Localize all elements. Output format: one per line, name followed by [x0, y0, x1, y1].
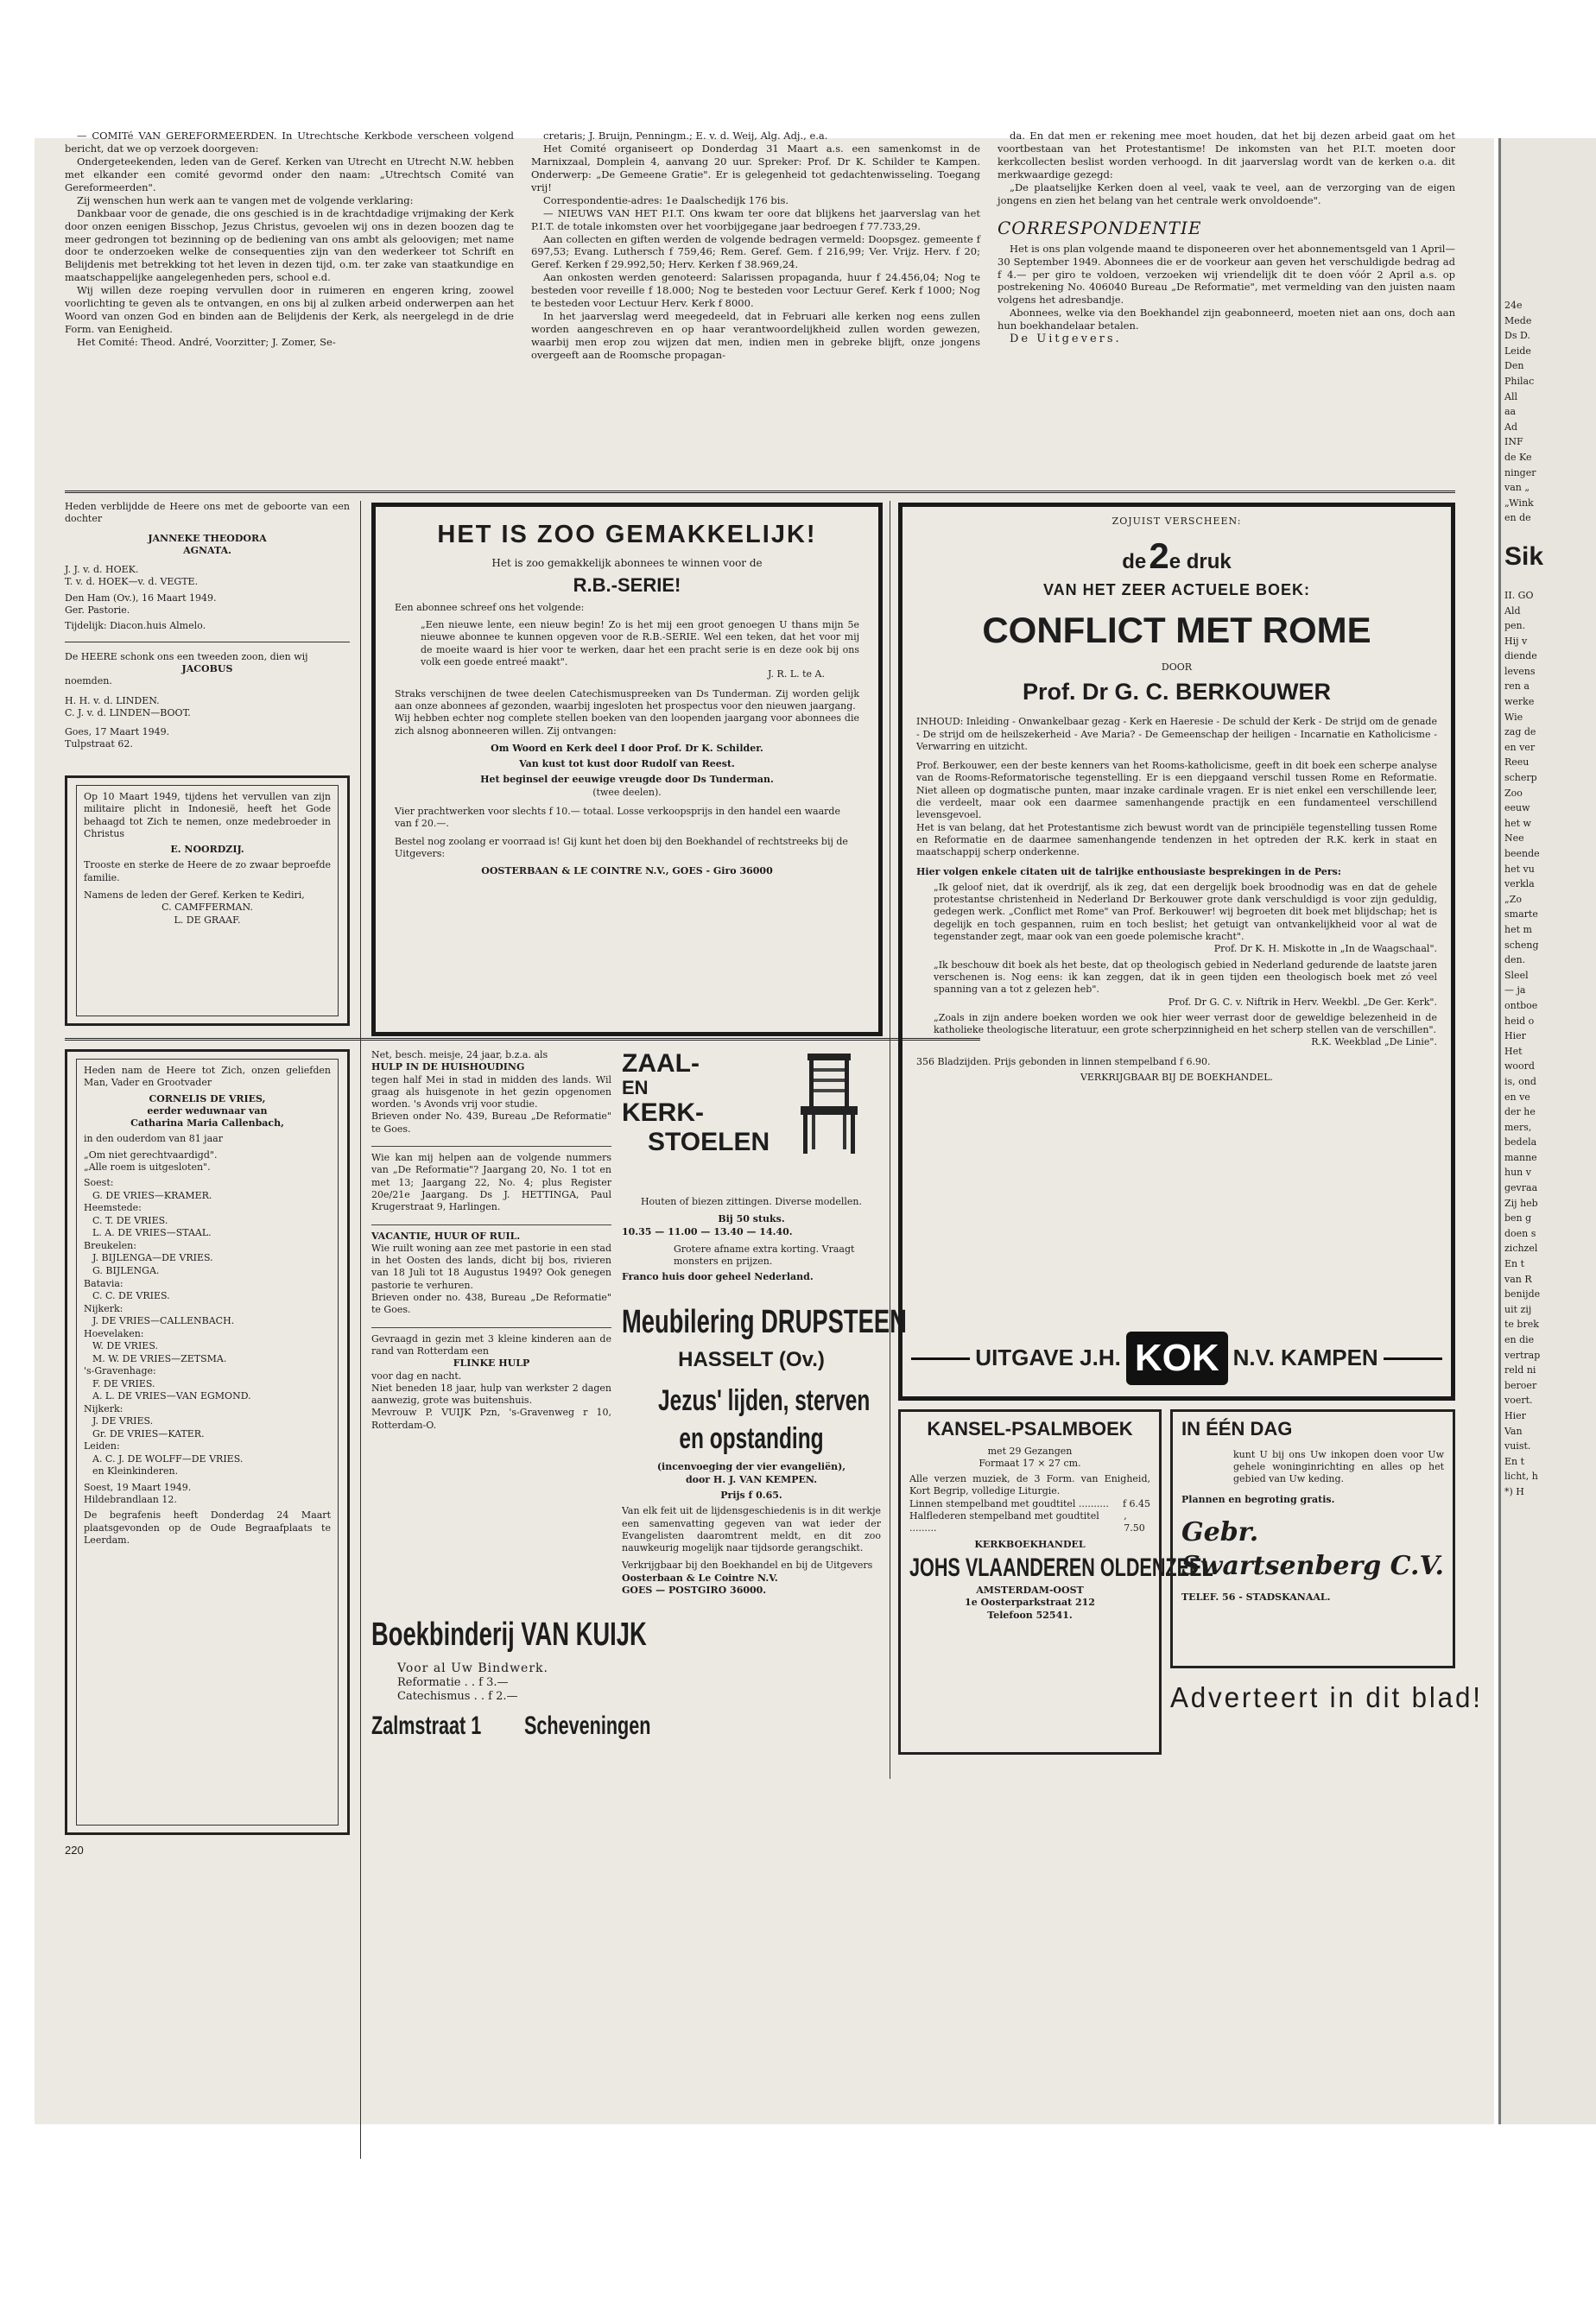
- book-title: Jezus' lijden, sterven: [658, 1384, 871, 1417]
- review-source: Prof. Dr K. H. Miskotte in „In de Waagschaal".: [1213, 943, 1437, 955]
- article-paragraph: Wij willen deze roeping vervullen door in ruimeren en engeren kring, zoowel voorlichting te geven als te ontvangen, en ons bij al zulken arbeid onderwerpen aan het Woord van onzen God en binden aan de Belijdenis der Kerk, als neergelegd in de drie Form. van Eenigheid.: [65, 284, 514, 336]
- deceased-name: CORNELIS DE VRIES,: [149, 1092, 266, 1104]
- price: f 3.—: [478, 1676, 509, 1689]
- facing-page-fragment: uit zij: [1504, 1303, 1532, 1315]
- advert-text: Franco huis door geheel Nederland.: [622, 1271, 814, 1283]
- birth-announcement-1: [65, 501, 350, 633]
- facing-page-fragment: het vu: [1504, 863, 1535, 875]
- phone: TELEF. 56 - STADSKANAAL.: [1181, 1591, 1331, 1603]
- facing-page-fragment: Den: [1504, 360, 1524, 372]
- advert-heading: STOELEN: [648, 1128, 770, 1157]
- facing-page-fragment: Nee: [1504, 832, 1524, 845]
- family-place: Nijkerk:: [84, 1402, 124, 1414]
- classified-text: Net, besch. meisje, 24 jaar, b.z.a. als: [371, 1049, 548, 1060]
- advert-text: Verkrijgbaar bij den Boekhandel en bij de Uitgevers: [622, 1560, 873, 1572]
- facing-page-fragment: ontboe: [1504, 999, 1538, 1011]
- book-title: Het beginsel der eeuwige vreugde door Ds Tunderman.: [480, 774, 774, 786]
- price: f 6.45: [1122, 1497, 1150, 1509]
- facing-page-fragment: het w: [1504, 817, 1531, 829]
- advert-text: met 29 Gezangen: [987, 1445, 1073, 1457]
- rb-serie-advert: [371, 503, 883, 1036]
- address: AMSTERDAM-OOST: [976, 1584, 1084, 1596]
- notice-text: Heden nam de Heere tot Zich, onzen geliefden Man, Vader en Grootvader: [84, 1065, 331, 1089]
- address: Tulpstraat 62.: [65, 738, 133, 750]
- family-member: F. DE VRIES.: [92, 1377, 155, 1389]
- product: Linnen stempelband met goudtitel ..........: [909, 1497, 1109, 1509]
- article-paragraph: Het Comité: Theod. André, Voorzitter; J. Zomer, Se-: [77, 336, 336, 348]
- family-member: L. A. DE VRIES—STAAL.: [92, 1227, 212, 1239]
- author: door H. J. VAN KEMPEN.: [685, 1473, 818, 1485]
- chairs-advert: [622, 1049, 881, 1300]
- family-member: C. C. DE VRIES.: [92, 1290, 170, 1302]
- facing-page-fragment: diende: [1504, 650, 1537, 662]
- advert-text: kunt U bij ons Uw inkopen doen voor Uw gehele woninginrichting en alles op het gebied van Uw keding.: [1233, 1448, 1444, 1485]
- swartsenberg-advert: [1170, 1409, 1455, 1668]
- testimonial-signature: J. R. L. te A.: [768, 668, 825, 680]
- jezus-lijden-advert: [622, 1382, 881, 1753]
- birth-text: noemden.: [65, 675, 112, 687]
- facing-page-fragment: ninger: [1504, 466, 1536, 478]
- advert-text: Een abonnee schreef ons het volgende:: [395, 601, 585, 613]
- advert-heading: EN: [622, 1077, 649, 1098]
- brand-name: Boekbinderij VAN KUIJK: [371, 1617, 647, 1653]
- notice-text: in den ouderdom van 81 jaar: [84, 1133, 223, 1145]
- brand-name: JOHS VLAANDEREN OLDENZEEL: [909, 1553, 1213, 1582]
- facing-page-fragment: doen s: [1504, 1227, 1536, 1239]
- facing-page-fragment: te brek: [1504, 1319, 1539, 1331]
- notice-text: Namens de leden der Geref. Kerken te Kediri,: [84, 889, 305, 902]
- advert-subheading: Het is zoo gemakkelijk abonnees te winnen voor de: [491, 556, 763, 569]
- price: , 7.50: [1124, 1510, 1145, 1534]
- facing-page-fragment: pen.: [1504, 620, 1526, 632]
- product: Halflederen stempelband met goudtitel .........: [909, 1510, 1099, 1534]
- facing-page-fragment: scheng: [1504, 939, 1539, 951]
- review-quote: „Ik beschouw dit boek als het beste, dat op theologisch gebied in Nederland gedurende de laatste jaren verschenen is. Nog eens: ik kan zeggen, dat ik in geen tijden een theologisch boek met zó veel spanning van a tot z gelezen heb".: [934, 959, 1437, 996]
- parent: T. v. d. HOEK—v. d. VEGTE.: [65, 576, 199, 588]
- facing-page-fragment: En t: [1504, 1258, 1525, 1270]
- family-place: Breukelen:: [84, 1239, 136, 1251]
- classified-heading: HULP IN DE HUISHOUDING: [371, 1061, 525, 1073]
- spouse-line: Catharina Maria Callenbach,: [130, 1117, 284, 1130]
- address: Scheveningen: [523, 1711, 651, 1740]
- facing-page-fragment: licht, h: [1504, 1471, 1538, 1483]
- advert-text: Houten of biezen zittingen. Diverse modellen.: [640, 1196, 863, 1207]
- facing-page-fragment: smarte: [1504, 908, 1538, 921]
- facing-page-edge: [1498, 138, 1596, 2124]
- brand-name: Meubilering DRUPSTEEN: [622, 1304, 907, 1340]
- facing-page-fragment: Mede: [1504, 314, 1532, 326]
- publisher: Oosterbaan & Le Cointre N.V.: [622, 1572, 778, 1584]
- classified-text: Gevraagd in gezin met 3 kleine kinderen aan de rand van Rotterdam een: [371, 1327, 611, 1358]
- death-notice-de-vries: [65, 1049, 350, 1835]
- availability: VERKRIJGBAAR BIJ DE BOEKHANDEL.: [1080, 1071, 1274, 1083]
- book-title: CONFLICT MET ROME: [982, 610, 1371, 651]
- review-source: Prof. Dr G. C. v. Niftrik in Herv. Weekbl. „De Ger. Kerk".: [1168, 996, 1437, 1008]
- classified-heading: FLINKE HULP: [453, 1357, 530, 1370]
- by-line: DOOR: [1161, 661, 1193, 673]
- facing-page-fragment: Sleel: [1504, 969, 1529, 981]
- facing-page-fragment: is, ond: [1504, 1075, 1536, 1087]
- family-place: 's-Gravenhage:: [84, 1365, 156, 1377]
- parent: J. J. v. d. HOEK.: [65, 564, 139, 576]
- birth-text: De HEERE schonk ons een tweeden zoon, dien wij: [65, 650, 308, 662]
- family-member: W. DE VRIES.: [92, 1340, 158, 1352]
- classified-text: Wie kan mij helpen aan de volgende nummers van „De Reformatie"? Jaargang 20, No. 1 tot en met 13; Jaargang 22, No. 4; plus Register 20e/21e Jaargang. Ds J. HETTINGA, Paul Krugerstraat 9, Harlingen.: [371, 1146, 611, 1213]
- facing-page-fragment: Ald: [1504, 604, 1521, 617]
- facing-page-fragment: manne: [1504, 1151, 1537, 1163]
- facing-page-fragment: Hier: [1504, 1030, 1526, 1042]
- article-paragraph: cretaris; J. Bruijn, Penningm.; E. v. d. Weij, Alg. Adj., e.a.: [543, 130, 828, 142]
- facing-page-fragment: INF: [1504, 436, 1523, 448]
- article-paragraph: Correspondentie-adres: 1e Daalschedijk 176 bis.: [543, 193, 789, 206]
- testimonial-quote: „Een nieuwe lente, een nieuw begin! Zo is het mij een groot genoegen U thans mijn 5e nieuwe abonnee te kunnen opgeven voor de R.B.-SERIE. Wel een teken, dat het voor mij de moeite waard is hier voor te werken, daar het een pracht serie is en deze ook bij ons volk een goede entreé maakt".: [421, 619, 859, 668]
- book-title: KANSEL-PSALMBOEK: [927, 1418, 1133, 1440]
- swartsenberg-logo: Gebr. Swartsenberg C.V.: [1181, 1516, 1444, 1581]
- article-paragraph: da. En dat men er rekening mee moet houden, dat het bij dezen arbeid gaat om het voortbestaan van het Protestantisme! De inkomsten van het P.I.T. moeten door kerkcollecten beslist worden verhoogd. In dit jaarverslag wordt van de kerken o.a. dit merkwaardige gezegd:: [998, 130, 1455, 180]
- facing-page-fragment: Zij heb: [1504, 1197, 1538, 1209]
- signatory: L. DE GRAAF.: [174, 914, 241, 926]
- brand-city: HASSELT (Ov.): [678, 1347, 825, 1371]
- series-name: R.B.-SERIE!: [573, 574, 681, 597]
- address: Zalmstraat 1: [371, 1711, 482, 1740]
- facing-page-fragment: All: [1504, 390, 1517, 402]
- facing-page-fragment: En t: [1504, 1455, 1525, 1467]
- review-quote: „Zoals in zijn andere boeken worden we ook hier weer verrast door de geweldige belezenheid in de katholieke theologische literatuur, een grote scherpzinnigheid en het scherp stellen van de verschillen".: [934, 1011, 1437, 1036]
- article-col-2: [531, 130, 980, 475]
- edition-text: e druk: [1168, 550, 1232, 574]
- facing-page-fragment: het m: [1504, 923, 1532, 935]
- facing-page-fragment: gevraa: [1504, 1182, 1538, 1194]
- facing-page-fragment: Het: [1504, 1045, 1523, 1057]
- article-paragraph: Aan collecten en giften werden de volgende bedragen vermeld: Doopsgez. gemeente f 697,53; Evang. Luthersch f 759,46; Rem. Geref. Gem. f 216,99; Ver. Vrijz. Herv. f 20; Geref. Kerken f 29.992,50; Herv. Kerken f 38.969,24.: [531, 232, 980, 271]
- advert-text: Bestel nog zoolang er voorraad is! Gij kunt het doen bij den Boekhandel of rechtstreeks bij de Uitgevers:: [395, 835, 848, 859]
- article-paragraph: Aan onkosten werden genoteerd: Salarissen propaganda, huur f 24.456,04; Nog te besteden voor reveille f 18.000; Nog te besteden voor Lectuur Geref. Kerk f 1000; Nog te besteden voor Lectuur Herv. Kerk f 8000.: [531, 271, 980, 310]
- family-place: Batavia:: [84, 1277, 124, 1289]
- family-member: J. BIJLENGA—DE VRIES.: [92, 1252, 213, 1264]
- facing-page-fragment: voert.: [1504, 1395, 1533, 1407]
- birth-text: Heden verblijdde de Heere ons met de geboorte van een dochter: [65, 501, 350, 525]
- chair-icon: [790, 1049, 868, 1157]
- article-paragraph: Het Comité organiseert op Donderdag 31 Maart a.s. een samenkomst in de Marnixzaal, Domplein 4, aanvang 20 uur. Spreker: Prof. Dr K. Schilder te Kampen. Onderwerp: „De Gemeene Gratie". Er is gelegenheid tot gedachtenwisseling. Toegang vrij!: [531, 142, 980, 193]
- publisher-address: GOES — POSTGIRO 36000.: [622, 1585, 767, 1597]
- advert-text: Vier prachtwerken voor slechts f 10.— totaal. Losse verkoopsprijs in den handel een waarde van f 20.—.: [395, 806, 840, 830]
- facing-page-fragment: van „: [1504, 482, 1530, 494]
- parent: C. J. v. d. LINDEN—BOOT.: [65, 706, 191, 718]
- place-date: Goes, 17 Maart 1949.: [65, 726, 170, 738]
- child-name-2: AGNATA.: [183, 544, 231, 556]
- facing-page-fragment: Hier: [1504, 1409, 1526, 1421]
- spouse-line: eerder weduwnaar van: [147, 1104, 268, 1117]
- facing-page-fragment: *) H: [1504, 1485, 1524, 1497]
- drupsteen-logo: [622, 1302, 907, 1373]
- deceased-name: E. NOORDZIJ.: [170, 844, 244, 856]
- family-member: J. DE VRIES.: [92, 1415, 154, 1427]
- facing-page-fragment: benijde: [1504, 1288, 1541, 1300]
- article-paragraph: — COMITé VAN GEREFORMEERDEN. In Utrechtsche Kerkbode verscheen volgend bericht, dat we op verzoek doorgeven:: [65, 130, 514, 155]
- address: 1e Oosterparkstraat 212: [965, 1597, 1095, 1609]
- facing-page-fragment: en die: [1504, 1334, 1535, 1345]
- advert-text: Wij hebben echter nog complete stellen boeken van den loopenden jaargang voor abonnees die zich alsnog abonneeren willen. Zij ontvangen:: [395, 712, 859, 737]
- article-col-1: [65, 130, 514, 475]
- edition-number: 2: [1149, 535, 1169, 577]
- classified-text: Mevrouw P. VUIJK Pzn, 's-Gravenweg r 10, Rotterdam-O.: [371, 1407, 611, 1431]
- review-quote: „Ik geloof niet, dat ik overdrijf, als ik zeg, dat een dergelijk boek broodnodig was en dat de gehele protestantse christenheid in Nederland Dr Berkouwer grote dank verschuldigd is voor zijn geduldig, gedegen werk. „Conflict met Rome" van Prof. Berkouwer! wij begroeten dit boek met blijdschap; het is degelijk en toch gespannen, ruim en toch beslist; het getuigt van ontvankelijkheid voor al wat de tegenstander zegt, maar ook van een goede polemische kracht".: [934, 881, 1437, 943]
- advert-label: ZOJUIST VERSCHEEN:: [1112, 516, 1242, 527]
- facing-page-fragment: Sik: [1504, 541, 1544, 571]
- facing-page-fragment: Leide: [1504, 345, 1531, 357]
- product: Catechismus: [397, 1690, 471, 1704]
- classified-text: Brieven onder No. 439, Bureau „De Reformatie" te Goes.: [371, 1111, 611, 1135]
- article-paragraph: Het is ons plan volgende maand te disponeeren over het abonnementsgeld van 1 April—30 September 1949. Abonnees die er de voorkeur aan geven het verschuldigde bedrag ad f 4.— per giro te voldoen, verzoeken wij vriendelijk dit te doen vóór 2 April a.s. op postrekening No. 406040 Bureau „De Reformatie", met vermelding van den juisten naam volgens het adresbandje.: [998, 242, 1455, 307]
- classified-text: voor dag en nacht.: [371, 1370, 462, 1382]
- article-paragraph: Abonnees, welke via den Boekhandel zijn geabonneerd, moeten niet aan ons, doch aan hun boekhandelaar betalen.: [998, 307, 1455, 332]
- book-note: (twee deelen).: [592, 786, 662, 798]
- quote: „Om niet gerechtvaardigd".: [84, 1148, 218, 1161]
- publisher-text: N.V. KAMPEN: [1232, 1345, 1378, 1371]
- facing-page-fragment: Reeu: [1504, 756, 1530, 769]
- classified-text: Niet beneden 18 jaar, hulp van werkster 2 dagen aanwezig, grote was buitenshuis.: [371, 1382, 611, 1407]
- article-paragraph: In het jaarverslag werd meegedeeld, dat in Februari alle kerken nog eens zullen worden aangeschreven en op haar verantwoordelijkheid zullen worden gewezen, waarbij men erop zou wijzen dat men, indien men in gebreke blijft, onze jongens overgeeft aan de Roomsche propagan-: [531, 310, 980, 361]
- death-notice-noordzij: [65, 775, 350, 1026]
- family-member: A. C. J. DE WOLFF—DE VRIES.: [92, 1452, 244, 1465]
- table-of-contents: INHOUD: Inleiding - Onwankelbaar gezag - Kerk en Haeresie - De schuld der Kerk - De strijd om de genade - De strijd om de heilszekerheid - Ave Maria? - De Gemeenschap der heiligen - Incarnatie en Katholicisme - Verwarring en uitzicht.: [916, 716, 1437, 752]
- publisher: OOSTERBAAN & LE COINTRE N.V., GOES - Giro 36000: [481, 865, 773, 877]
- family-member: G. BIJLENGA.: [92, 1264, 160, 1276]
- article-paragraph: Dankbaar voor de genade, die ons geschied is in de krachtdadige vrijmaking der Kerk door onzen eenigen Bisschop, Jezus Christus, gevoelen wij ons in dezen boozen dag te meer gedrongen tot bezinning op de bediening van ons ambt als geloovigen; met name door te onderzoeken welke de consequenties zijn van den wederkeer tot Schrift en Belijdenis met betrekking tot het leven in dezen tijd, o.m. ter zake van staatkundige en maatschappelijke aangelegenheden pers, school e.d.: [65, 206, 514, 284]
- facing-page-fragment: „Wink: [1504, 497, 1534, 509]
- facing-page-fragment: beende: [1504, 848, 1540, 859]
- facing-page-fragment: II. GO: [1504, 589, 1534, 601]
- facing-page-fragment: eeuw: [1504, 802, 1530, 814]
- article-paragraph: Zij wenschen hun werk aan te vangen met de volgende verklaring:: [77, 193, 414, 206]
- slogan: Adverteert in dit blad!: [1170, 1681, 1483, 1713]
- advert-text: Het is van belang, dat het Protestantisme zich bewust wordt van de principiële tegenstelling tussen Rome en Reformatie en de daarmee samenhangende tendenzen in het optreden der R.K. kerk in staat en maatschappij scherp onderkenne.: [916, 821, 1437, 858]
- facing-page-fragment: bedela: [1504, 1136, 1537, 1148]
- price: 356 Bladzijden. Prijs gebonden in linnen stempelband f 6.90.: [916, 1055, 1211, 1067]
- facing-page-fragment: hun v: [1504, 1167, 1531, 1179]
- facing-page-fragment: van R: [1504, 1273, 1532, 1285]
- advert-heading: IN ÉÉN DAG: [1181, 1418, 1293, 1440]
- facing-page-fragment: beroer: [1504, 1379, 1537, 1391]
- advert-text: Prof. Berkouwer, een der beste kenners van het Rooms-katholicisme, geeft in dit boek een scherpe analyse van de Rooms-Reformatorische tegenstelling. Er is een diepgaand verschil tussen Rome en Reformatie. Niet alleen op dogmatische punten, maar inzake cardinale vragen. Er is niet enkel een verschillende leer, die verdeelt, maar ook een daarmee samenhangende practijk en een fundamenteel verschillend levensgevoel.: [916, 760, 1437, 821]
- conflict-met-rome-advert: [898, 503, 1455, 1401]
- signatory: C. CAMFFERMAN.: [162, 902, 253, 914]
- family-member: Gr. DE VRIES—KATER.: [92, 1427, 205, 1440]
- advert-text: Alle verzen muziek, de 3 Form. van Enigheid, Kort Begrip, volledige Liturgie.: [909, 1473, 1150, 1497]
- family-member: en Kleinkinderen.: [92, 1465, 179, 1478]
- kok-logo: KOK: [1126, 1332, 1228, 1384]
- classified-ads: [371, 1049, 611, 1602]
- birth-announcement-2: [65, 651, 350, 751]
- publisher-text: UITGAVE J.H.: [975, 1345, 1121, 1371]
- correspondentie-heading: CORRESPONDENTIE: [998, 217, 1202, 238]
- family-member: J. DE VRIES—CALLENBACH.: [92, 1315, 235, 1327]
- facing-page-fragment: der he: [1504, 1106, 1536, 1118]
- facing-page-fragment: Philac: [1504, 375, 1535, 387]
- facing-page-fragment: Hij v: [1504, 635, 1528, 647]
- family-member: C. T. DE VRIES.: [92, 1214, 168, 1226]
- advert-text: Van elk feit uit de lijdensgeschiedenis is in dit werkje een samenvatting gegeven van wat ieder der Evangelisten daaromtrent meldt, en dit zoo nauwkeurig mogelijk naar tijdsorde gerangschikt.: [622, 1505, 881, 1554]
- facing-page-fragment: reld ni: [1504, 1364, 1536, 1376]
- van-kuijk-advert: Boekbinderij VAN KUIJK Voor al Uw Bindwerk. Reformatie . . f 3.— Catechismus . . f 2.— Zalmstraat 1 Scheveningen: [371, 1615, 611, 1742]
- facing-page-fragment: mers,: [1504, 1121, 1532, 1133]
- child-name: JACOBUS: [181, 662, 233, 674]
- facing-page-fragment: Ds D.: [1504, 330, 1530, 342]
- facing-page-fragment: ren a: [1504, 680, 1530, 693]
- place-date: Soest, 19 Maart 1949.: [84, 1481, 192, 1493]
- place-date: Den Ham (Ov.), 16 Maart 1949.: [65, 592, 217, 604]
- advert-text: Voor al Uw Bindwerk.: [397, 1661, 548, 1675]
- address: Hildebrandlaan 12.: [84, 1494, 177, 1506]
- column-rule: [360, 501, 361, 2159]
- adverteert-slogan: [1170, 1680, 1483, 1731]
- facing-page-fragment: zichzel: [1504, 1243, 1538, 1255]
- facing-page-fragment: zag de: [1504, 726, 1536, 738]
- advert-text: Straks verschijnen de twee deelen Catechismuspreeken van Ds Tunderman. Zij worden gelijk aan onze abonnees af gezonden, waarbij ingesloten het prospectus voor den nieuwen jaargang.: [395, 687, 859, 712]
- article-paragraph: Ondergeteekenden, leden van de Geref. Kerken van Utrecht en Utrecht N.W. hebben met elkander een comité gevormd onder den naam: „Utrechtsch Comité van Gereformeerden".: [65, 155, 514, 193]
- shop-name: KERKBOEKHANDEL: [974, 1538, 1086, 1550]
- family-place: Soest:: [84, 1177, 114, 1189]
- classified-text: Wie ruilt woning aan zee met pastorie in een stad in het Oosten des lands, dicht bij bos, rivieren van 18 Juli tot 18 Augustus 1949? Ook genegen pastorie te verhuren.: [371, 1242, 611, 1291]
- family-member: A. L. DE VRIES—VAN EGMOND.: [92, 1390, 251, 1402]
- author: Prof. Dr G. C. BERKOUWER: [1022, 679, 1331, 706]
- article-paragraph: „De plaatselijke Kerken doen al veel, vaak te veel, aan de verzorging van de eigen jongens en zien het belang van het centrale werk onvoldoende".: [998, 180, 1455, 206]
- address: Ger. Pastorie.: [65, 604, 130, 617]
- advert-text: 10.35 — 11.00 — 13.40 — 14.40.: [622, 1225, 793, 1237]
- facing-page-fragment: den.: [1504, 954, 1526, 966]
- burial-note: De begrafenis heeft Donderdag 24 Maart plaatsgevonden op de Oude Begraafplaats te Leerdam.: [84, 1509, 331, 1546]
- advert-heading: ZAAL-: [622, 1049, 700, 1078]
- facing-page-fragment: „Zo: [1504, 893, 1522, 905]
- book-title: en opstanding: [679, 1422, 824, 1456]
- advert-text: Plannen en begroting gratis.: [1181, 1494, 1335, 1506]
- facing-page-fragment: ben g: [1504, 1212, 1532, 1224]
- price: Prijs f 0.65.: [720, 1489, 782, 1501]
- family-place: Hoevelaken:: [84, 1327, 144, 1339]
- facing-page-fragment: Van: [1504, 1425, 1523, 1437]
- quote: „Alle roem is uitgesloten".: [84, 1161, 211, 1174]
- facing-page-fragment: woord: [1504, 1060, 1535, 1073]
- phone: Telefoon 52541.: [987, 1609, 1073, 1621]
- facing-page-fragment: de Ke: [1504, 451, 1532, 463]
- advert-subheading: VAN HET ZEER ACTUELE BOEK:: [1042, 580, 1310, 598]
- advert-heading: HET IS ZOO GEMAKKELIJK!: [437, 521, 817, 548]
- advert-heading: KERK-: [622, 1098, 704, 1128]
- book-title: Van kust tot kust door Rudolf van Reest.: [519, 758, 735, 770]
- book-title: Om Woord en Kerk deel I door Prof. Dr K. Schilder.: [491, 742, 763, 754]
- child-name: JANNEKE THEODORA: [148, 532, 267, 544]
- price: f 2.—: [488, 1690, 518, 1704]
- facing-page-fragment: aa: [1504, 406, 1517, 418]
- facing-page-fragment: Zoo: [1504, 787, 1523, 799]
- classified-text: Brieven onder no. 438, Bureau „De Reformatie" te Goes.: [371, 1292, 611, 1316]
- facing-page-fragment: en ver: [1504, 741, 1536, 753]
- facing-page-fragment: Wie: [1504, 711, 1523, 723]
- article-paragraph: — NIEUWS VAN HET P.I.T. Ons kwam ter oore dat blijkens het jaarverslag van het P.I.T. de totale inkomsten over het voorbijgegane jaar bedroegen f 77.733,29.: [531, 206, 980, 232]
- family-place: Heemstede:: [84, 1202, 142, 1214]
- family-member: M. W. DE VRIES—ZETSMA.: [92, 1352, 227, 1364]
- notice-text: Trooste en sterke de Heere de zo zwaar beproefde familie.: [84, 859, 331, 883]
- address: Tijdelijk: Diacon.huis Almelo.: [65, 620, 206, 632]
- facing-page-fragment: werke: [1504, 696, 1535, 708]
- notice-text: Op 10 Maart 1949, tijdens het vervullen van zijn militaire plicht in Indonesië, heeft het Gode behaagd tot Zich te nemen, onze medebroeder in Christus: [84, 791, 331, 839]
- advert-text: Formaat 17 × 27 cm.: [978, 1457, 1081, 1469]
- facing-page-fragment: 24e: [1504, 300, 1523, 311]
- facing-page-fragment: en ve: [1504, 1091, 1530, 1103]
- facing-page-fragment: levens: [1504, 665, 1536, 677]
- section-divider: [65, 1038, 980, 1041]
- article-col-3: [998, 130, 1455, 479]
- reviews-heading: Hier volgen enkele citaten uit de talrijke enthousiaste besprekingen in de Pers:: [916, 865, 1341, 877]
- publisher-signature: De Uitgevers.: [1010, 332, 1122, 346]
- advert-text: Grotere afname extra korting. Vraagt monsters en prijzen.: [674, 1243, 855, 1268]
- facing-page-fragment: verkla: [1504, 878, 1535, 890]
- parent: H. H. v. d. LINDEN.: [65, 694, 160, 706]
- facing-page-fragment: vertrap: [1504, 1349, 1541, 1361]
- facing-page-fragment: en de: [1504, 512, 1531, 524]
- classified-text: tegen half Mei in stad in midden des lands. Wil graag als huisgenote in het gezin opgenomen worden. 's Avonds vrij voor studie.: [371, 1073, 611, 1111]
- facing-page-fragment: heid o: [1504, 1015, 1535, 1027]
- facing-page-fragment: — ja: [1504, 984, 1526, 997]
- facing-page-fragment: scherp: [1504, 772, 1537, 784]
- classified-heading: VACANTIE, HUUR OF RUIL.: [371, 1224, 611, 1243]
- family-place: Nijkerk:: [84, 1302, 124, 1314]
- product: Reformatie: [397, 1676, 461, 1689]
- section-divider: [65, 490, 1455, 493]
- facing-page-fragment: Ad: [1504, 421, 1517, 433]
- book-subtitle: (incenvoeging der vier evangeliën),: [656, 1461, 846, 1473]
- kansel-psalmboek-advert: [898, 1409, 1213, 1755]
- family-member: G. DE VRIES—KRAMER.: [92, 1189, 212, 1201]
- review-source: R.K. Weekblad „De Linie".: [1311, 1036, 1437, 1048]
- kok-publisher-logo: [911, 1331, 1442, 1386]
- family-place: Leiden:: [84, 1440, 120, 1452]
- page-number: 220: [65, 1844, 84, 1857]
- advert-text: Bij 50 stuks.: [718, 1213, 785, 1225]
- facing-page-fragment: vuist.: [1504, 1440, 1531, 1452]
- edition-text: de: [1122, 550, 1147, 574]
